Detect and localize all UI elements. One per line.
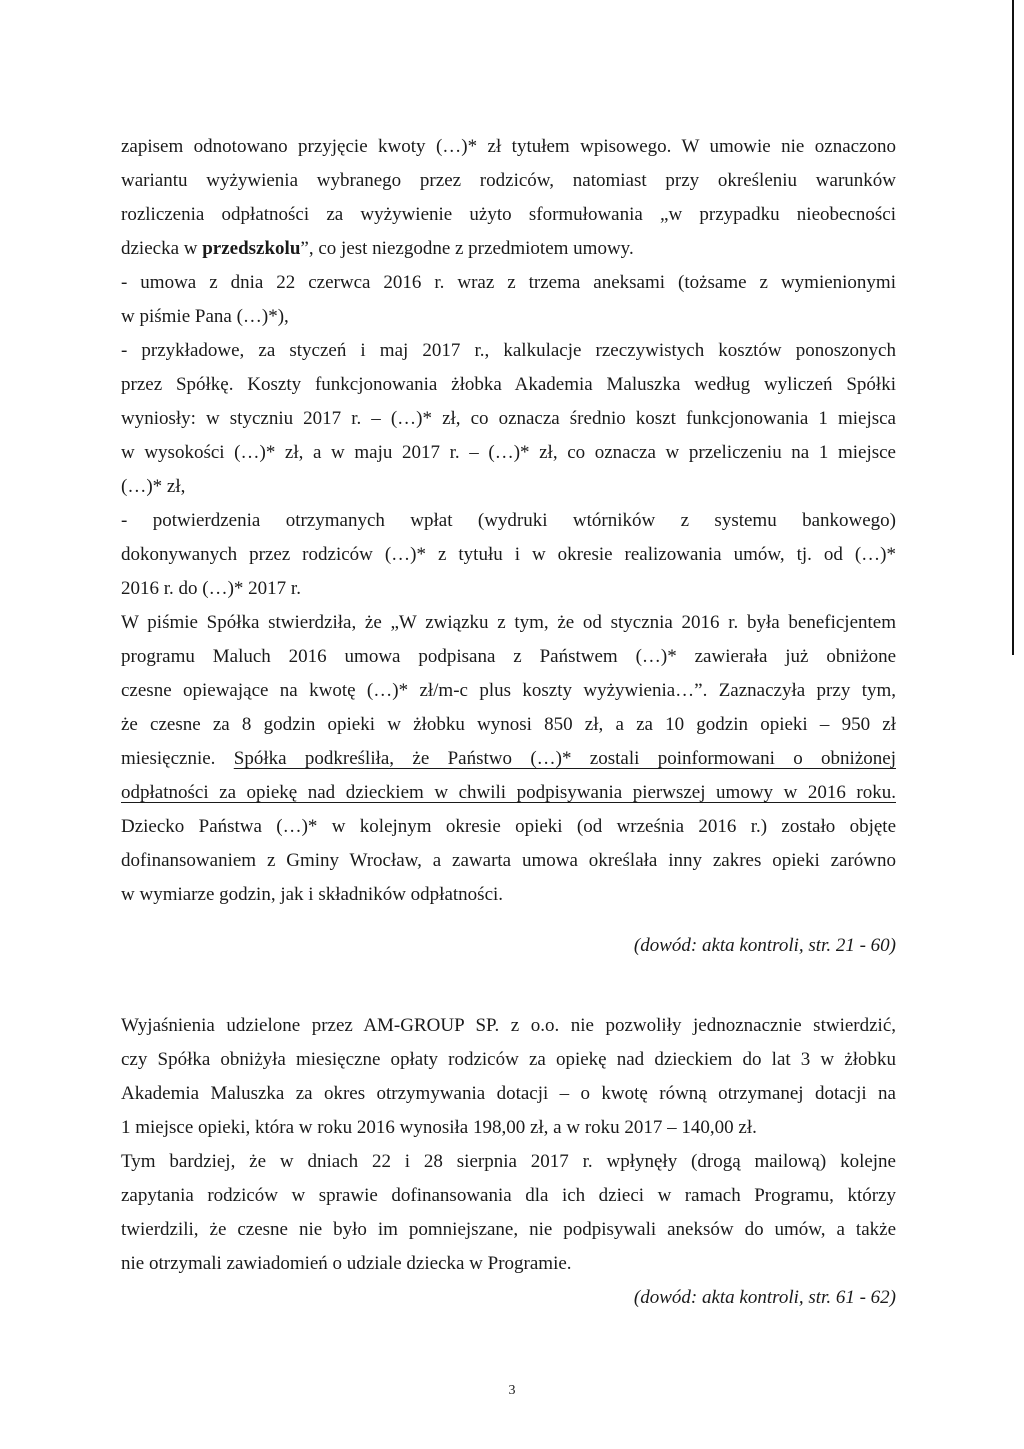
text-span: miesięcznie. (121, 748, 234, 769)
text-line: nie otrzymali zawiadomień o udziale dziecka w Programie. (121, 1253, 572, 1274)
text-line: wariantu wyżywienia wybranego przez rodziców, natomiast przy określeniu warunków (121, 170, 896, 191)
underlined-text: Spółka podkreśliła, że Państwo (…)* zostali poinformowani o obniżonej (233, 748, 896, 769)
text-line: Dziecko Państwa (…)* w kolejnym okresie opieki (od września 2016 r.) zostało objęte (121, 816, 896, 837)
underlined-text: odpłatności za opiekę nad dzieckiem w chwili podpisywania pierwszej umowy w 2016 roku. (121, 782, 896, 803)
text-line: Tym bardziej, że w dniach 22 i 28 sierpnia 2017 r. wpłynęły (drogą mailową) kolejne (121, 1151, 896, 1172)
list-item-kalkulacje: - przykładowe, za styczeń i maj 2017 r., kalkulacje rzeczywistych kosztów ponoszonych (121, 340, 896, 361)
text-line (121, 232, 896, 266)
text-line: programu Maluch 2016 umowa podpisana z Państwem (…)* zawierała już obniżone (121, 646, 896, 667)
paragraph-wyjasnienia (121, 1009, 896, 1281)
text-line: wyniosły: w styczniu 2017 r. – (…)* zł, co oznacza średnio koszt funkcjonowania 1 miejsca (121, 408, 896, 429)
list-item-umowa: - umowa z dnia 22 czerwca 2016 r. wraz z trzema aneksami (tożsame z wymienionymi (121, 272, 896, 293)
text-line: zapytania rodziców w sprawie dofinansowania dla ich dzieci w ramach Programu, którzy (121, 1185, 896, 1206)
text-line: twierdzili, że czesne nie było im pomniejszane, nie podpisywali aneksów do umów, a także (121, 1219, 896, 1240)
page-number: 3 (508, 1383, 516, 1398)
paragraph-wpisowe (121, 130, 896, 266)
text-line: rozliczenia odpłatności za wyżywienie użyto sformułowania „w przypadku nieobecności (121, 204, 896, 225)
text-line: (…)* zł, (121, 476, 186, 497)
text-line: w wysokości (…)* zł, a w maju 2017 r. – (…)* zł, co oznacza w przeliczeniu na 1 miejsce (121, 442, 896, 463)
evidence-reference: (dowód: akta kontroli, str. 61 - 62) (633, 1287, 896, 1308)
text-line: w wymiarze godzin, jak i składników odpłatności. (121, 884, 504, 905)
text-line: czy Spółka obniżyła miesięczne opłaty rodziców za opiekę nad dzieckiem do lat 3 w żłobku (121, 1049, 896, 1070)
scan-edge-line (1012, 0, 1014, 655)
list-item-potwierdzenia: - potwierdzenia otrzymanych wpłat (wydruki wtórników z systemu bankowego) (121, 510, 896, 531)
text-line: 2016 r. do (…)* 2017 r. (121, 578, 301, 599)
text-line (121, 742, 896, 776)
text-line: W piśmie Spółka stwierdziła, że „W związku z tym, że od stycznia 2016 r. była beneficjentem (121, 612, 896, 633)
text-span: dziecka w (121, 238, 203, 259)
evidence-reference: (dowód: akta kontroli, str. 21 - 60) (633, 935, 896, 956)
paragraph-pismo-spolki (121, 606, 896, 912)
text-line: 1 miejsce opieki, która w roku 2016 wynosiła 198,00 zł, a w roku 2017 – 140,00 zł. (121, 1117, 757, 1138)
document-list (121, 266, 896, 606)
text-line: zapisem odnotowano przyjęcie kwoty (…)* zł tytułem wpisowego. W umowie nie oznaczono (121, 136, 896, 157)
text-span: ”, co jest niezgodne z przedmiotem umowy. (300, 238, 634, 259)
text-line: przez Spółkę. Koszty funkcjonowania żłobka Akademia Maluszka według wyliczeń Spółki (121, 374, 896, 395)
text-line: w piśmie Pana (…)*), (121, 306, 289, 327)
text-line: czesne opiewające na kwotę (…)* zł/m-c plus koszty wyżywienia…”. Zaznaczyła przy tym, (121, 680, 896, 701)
text-line: dofinansowaniem z Gminy Wrocław, a zawarta umowa określała inny zakres opieki zarówno (121, 850, 896, 871)
text-line: Wyjaśnienia udzielone przez AM-GROUP SP. z o.o. nie pozwoliły jednoznacznie stwierdzić, (121, 1015, 896, 1036)
text-line: Akademia Maluszka za okres otrzymywania dotacji – o kwotę równą otrzymanej dotacji na (121, 1083, 896, 1104)
text-line: dokonywanych przez rodziców (…)* z tytułu i w okresie realizowania umów, tj. od (…)* (121, 544, 896, 565)
document-body (121, 130, 896, 1315)
text-line: że czesne za 8 godzin opieki w żłobku wynosi 850 zł, a za 10 godzin opieki – 950 zł (121, 714, 896, 735)
bold-text: przedszkolu (202, 238, 301, 259)
